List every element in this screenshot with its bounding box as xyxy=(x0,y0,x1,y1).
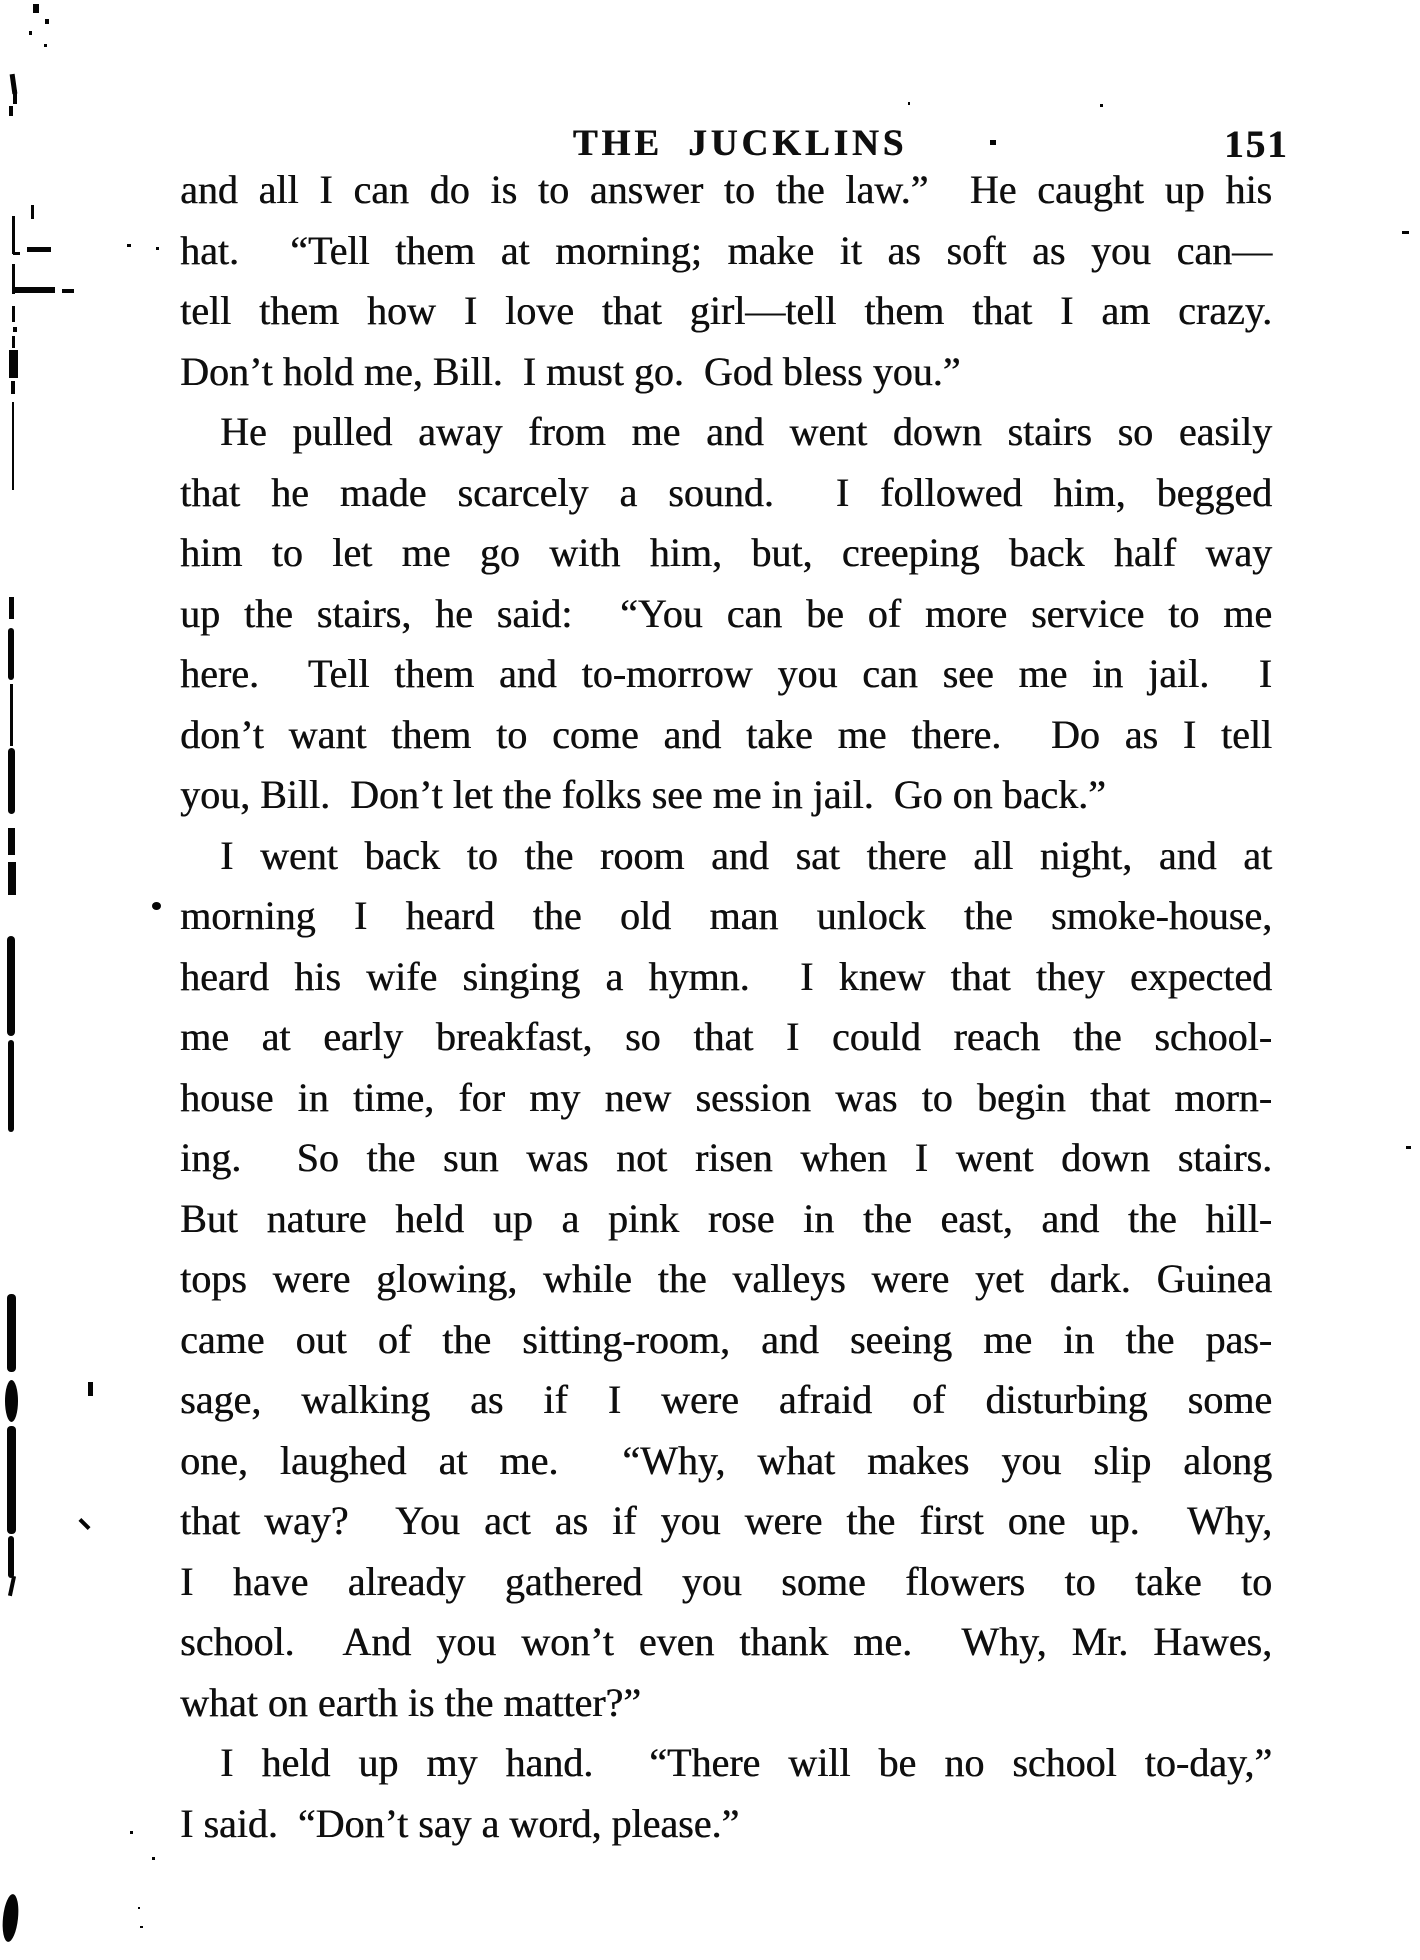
text-line: I went back to the room and sat there all night, and at xyxy=(220,832,1272,878)
text-line: that he made scarcely a sound. I followed him, begged xyxy=(180,469,1272,515)
page-body xyxy=(180,160,1272,1854)
margin-streak xyxy=(8,628,14,680)
ink-speck xyxy=(1406,1146,1411,1149)
margin-streak xyxy=(12,216,15,254)
text-line: ing. So the sun was not risen when I went down stairs. xyxy=(180,1135,1272,1180)
margin-streak xyxy=(7,1426,16,1534)
margin-dash xyxy=(62,289,74,293)
text-line: came out of the sitting-room, and seeing me in the pas- xyxy=(180,1316,1272,1362)
ink-speck xyxy=(33,4,39,13)
page-number: 151 xyxy=(1224,123,1289,166)
margin-streak xyxy=(7,1294,16,1372)
ink-speck xyxy=(29,31,32,35)
ink-speck xyxy=(88,1382,93,1396)
margin-streak xyxy=(10,684,13,746)
ink-speck xyxy=(127,244,131,247)
margin-streak xyxy=(9,350,18,378)
text-line: don’t want them to come and take me there. Do as I tell xyxy=(180,711,1272,757)
text-line: hat. “Tell them at morning; make it as soft as you can— xyxy=(180,227,1272,273)
margin-streak xyxy=(12,336,15,348)
margin-streak xyxy=(9,597,14,619)
margin-dash xyxy=(13,252,20,255)
text-line: you, Bill. Don’t let the folks see me in jail. Go on back.” xyxy=(180,772,1106,817)
text-line: one, laughed at me. “Why, what makes you slip along xyxy=(180,1437,1272,1483)
text-line: house in time, for my new session was to begin that morn- xyxy=(180,1074,1272,1120)
text-line: I have already gathered you some flowers to take to xyxy=(180,1558,1272,1604)
text-line: me at early breakfast, so that I could reach the school- xyxy=(180,1014,1272,1059)
margin-streak xyxy=(8,1536,14,1578)
text-line: I said. “Don’t say a word, please.” xyxy=(180,1800,740,1846)
text-line: him to let me go with him, but, creeping back half way xyxy=(180,530,1272,575)
text-line: that way? You act as if you were the first one up. Why, xyxy=(180,1498,1272,1543)
text-line: morning I heard the old man unlock the smoke-house, xyxy=(180,893,1272,938)
margin-streak xyxy=(8,862,16,895)
margin-streak xyxy=(9,106,13,116)
ink-speck xyxy=(152,1857,155,1860)
margin-streak xyxy=(12,306,15,322)
margin-streak xyxy=(8,1576,16,1596)
ink-blob xyxy=(1,1893,21,1942)
margin-streak xyxy=(8,748,15,814)
ink-speck xyxy=(44,44,47,47)
text-line: tell them how I love that girl—tell them that I am crazy. xyxy=(180,288,1272,333)
ink-speck xyxy=(140,1926,143,1928)
running-head-title: THE JUCKLINS xyxy=(572,123,908,164)
text-line: I held up my hand. “There will be no school to-day,” xyxy=(220,1740,1272,1785)
text-line: here. Tell them and to-morrow you can see me in jail. I xyxy=(180,651,1272,696)
ink-speck xyxy=(138,1907,140,1909)
text-line: and all I can do is to answer to the law.” He caught up his xyxy=(180,167,1272,212)
ink-speck xyxy=(990,140,996,145)
margin-streak xyxy=(12,402,14,490)
ink-speck xyxy=(156,247,159,250)
ink-speck xyxy=(1402,231,1409,234)
text-line: Don’t hold me, Bill. I must go. God bless you.” xyxy=(180,348,961,394)
text-line: heard his wife singing a hymn. I knew that they expected xyxy=(180,953,1272,999)
margin-streak xyxy=(5,1380,18,1422)
ink-speck xyxy=(152,902,161,910)
margin-streak xyxy=(31,205,34,219)
margin-streak xyxy=(11,381,15,394)
text-line: up the stairs, he said: “You can be of more service to me xyxy=(180,590,1272,636)
margin-dash xyxy=(15,287,55,293)
text-line: tops were glowing, while the valleys were yet dark. Guinea xyxy=(180,1256,1272,1301)
ink-speck xyxy=(1100,104,1103,107)
text-line: school. And you won’t even thank me. Why, Mr. Hawes, xyxy=(180,1619,1272,1664)
text-line: sage, walking as if I were afraid of disturbing some xyxy=(180,1377,1272,1422)
ink-speck xyxy=(13,327,17,332)
text-line: what on earth is the matter?” xyxy=(180,1679,641,1725)
margin-dash xyxy=(27,247,51,252)
text-line: He pulled away from me and went down stairs so easily xyxy=(220,409,1272,454)
text-line: But nature held up a pink rose in the east, and the hill- xyxy=(180,1195,1272,1241)
margin-streak xyxy=(7,936,15,1036)
margin-streak xyxy=(13,90,17,104)
margin-streak xyxy=(8,1040,14,1132)
ink-speck xyxy=(78,1518,90,1530)
ink-speck xyxy=(130,1831,133,1834)
ink-speck xyxy=(908,102,910,105)
margin-streak xyxy=(8,828,15,855)
ink-speck xyxy=(45,19,49,24)
